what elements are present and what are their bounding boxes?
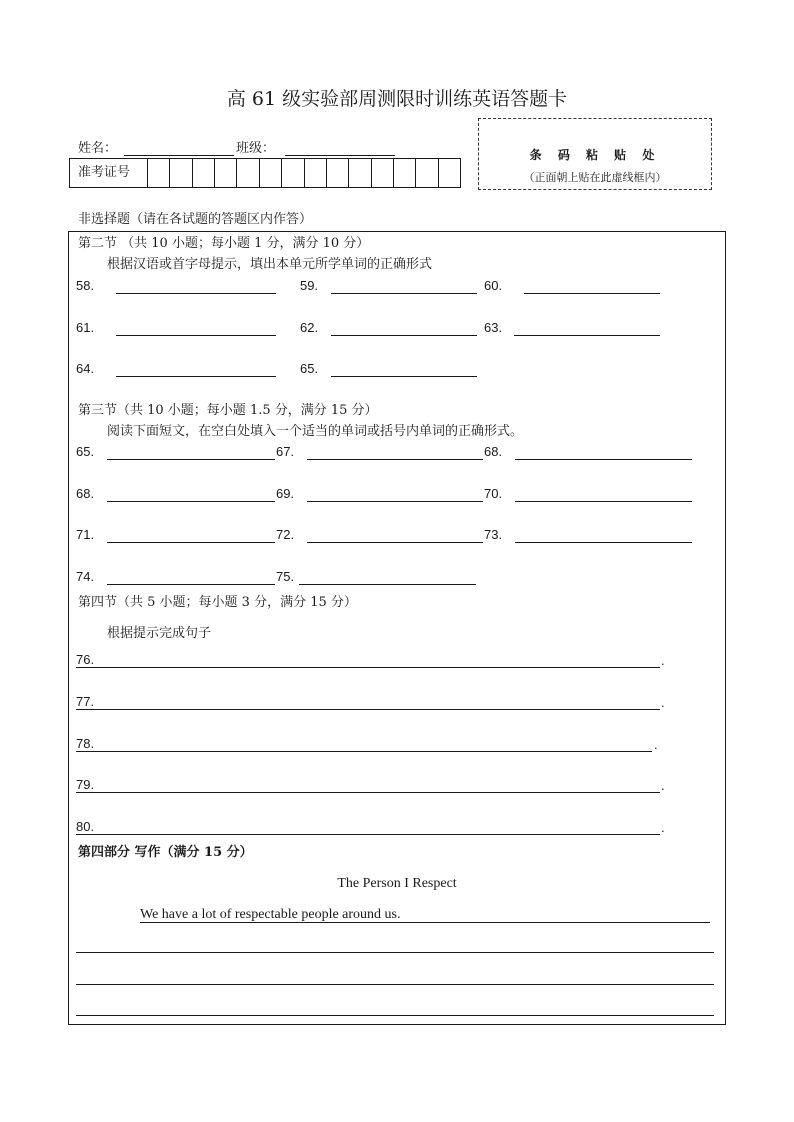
answer-line[interactable] [515,542,692,543]
exam-id-cell[interactable] [193,159,215,187]
answer-line[interactable] [76,834,660,835]
answer-line[interactable] [331,293,477,294]
exam-id-label: 准考证号 [70,159,148,187]
answer-line[interactable] [76,667,660,668]
item-number: 68. [76,486,95,501]
item-number: 59. [300,278,319,293]
item-number: 65. [300,361,319,376]
item-number: 61. [76,320,95,335]
section4-instruction: 根据提示完成句子 [107,626,212,641]
item-number: 64. [76,361,95,376]
item-number: 70. [484,486,503,501]
item-number: 72. [276,527,295,542]
exam-id-cell[interactable] [327,159,349,187]
section3-instruction: 阅读下面短文，在空白处填入一个适当的单词或括号内单词的正确形式。 [107,424,524,439]
page-title: 高 61 级实验部周测限时训练英语答题卡 [226,88,568,110]
barcode-hint: （正面朝上贴在此虚线框内） [523,171,667,184]
answer-line[interactable] [116,376,276,377]
sentence-period: . [661,778,665,793]
exam-id-cell[interactable] [260,159,282,187]
barcode-area [478,118,712,190]
writing-line[interactable] [76,952,714,953]
section2-title: 第二节 （共 10 小题；每小题 1 分，满分 10 分） [78,236,370,251]
section3-title: 第三节（共 10 小题；每小题 1.5 分，满分 15 分） [78,403,378,418]
class-label: 班级： [236,141,276,156]
answer-line[interactable] [307,501,483,502]
exam-id-cell[interactable] [170,159,192,187]
class-field[interactable] [285,155,395,156]
essay-title: The Person I Respect [337,876,457,891]
answer-line[interactable] [107,459,275,460]
item-number: 76. [76,652,95,667]
writing-line[interactable] [76,984,714,985]
barcode-title: 条 码 粘 贴 处 [529,148,661,162]
item-number: 79. [76,777,95,792]
answer-line[interactable] [307,542,483,543]
essay-first-line: We have a lot of respectable people around us. [140,907,401,922]
sentence-period: . [661,820,665,835]
answer-line[interactable] [116,335,276,336]
exam-id-cell[interactable] [394,159,416,187]
sentence-period: . [654,737,658,752]
answer-line[interactable] [116,293,276,294]
item-number: 67. [276,444,295,459]
answer-line[interactable] [514,335,660,336]
exam-id-cell[interactable] [439,159,460,187]
item-number: 65. [76,444,95,459]
item-number: 77. [76,694,95,709]
section4-title: 第四节（共 5 小题；每小题 3 分，满分 15 分） [78,595,357,610]
section2-instruction: 根据汉语或首字母提示，填出本单元所学单词的正确形式 [107,257,433,272]
writing-line[interactable] [140,922,710,923]
item-number: 63. [484,320,503,335]
answer-line[interactable] [107,584,275,585]
exam-id-cell[interactable] [215,159,237,187]
item-number: 78. [76,736,95,751]
answer-line[interactable] [331,335,477,336]
answer-line[interactable] [107,501,275,502]
exam-id-cell[interactable] [349,159,371,187]
name-label: 姓名： [78,141,118,156]
writing-line[interactable] [76,1015,714,1016]
item-number: 62. [300,320,319,335]
item-number: 71. [76,527,95,542]
exam-id-cell[interactable] [237,159,259,187]
exam-id-cell[interactable] [416,159,438,187]
item-number: 58. [76,278,95,293]
answer-line[interactable] [524,293,660,294]
exam-id-cell[interactable] [372,159,394,187]
answer-line[interactable] [307,459,483,460]
item-number: 68. [484,444,503,459]
exam-id-cell[interactable] [148,159,170,187]
answer-line[interactable] [76,792,660,793]
item-number: 60. [484,278,503,293]
answer-line[interactable] [76,709,660,710]
writing-title: 第四部分 写作（满分 15 分） [78,845,253,860]
answer-line[interactable] [331,376,477,377]
name-field[interactable] [124,155,234,156]
item-number: 73. [484,527,503,542]
item-number: 74. [76,569,95,584]
answer-line[interactable] [515,501,692,502]
answer-line[interactable] [107,542,275,543]
answer-line[interactable] [515,459,692,460]
non-choice-header: 非选择题（请在各试题的答题区内作答） [78,212,313,227]
item-number: 69. [276,486,295,501]
answer-line[interactable] [76,751,652,752]
exam-id-grid [69,158,461,188]
exam-id-cell[interactable] [282,159,304,187]
answer-line[interactable] [299,584,476,585]
exam-id-cell[interactable] [305,159,327,187]
item-number: 80. [76,819,95,834]
sentence-period: . [661,653,665,668]
sentence-period: . [661,695,665,710]
item-number: 75. [276,569,295,584]
